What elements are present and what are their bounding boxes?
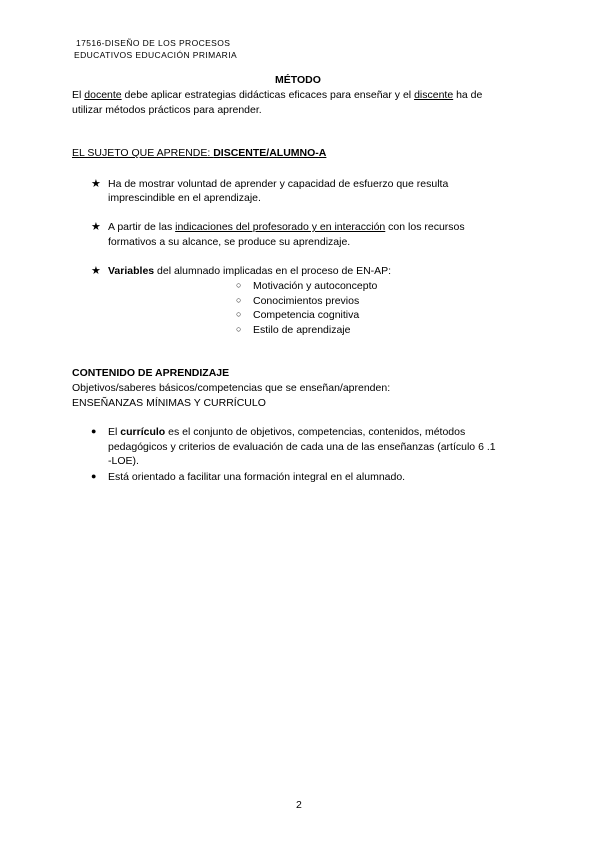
dot-bullet-icon: ● (91, 426, 97, 436)
sujeto-bullet1-line1: Ha de mostrar voluntad de aprender y capacidad de esfuerzo que resulta (108, 178, 449, 190)
bullet2-text-b: con los recursos (385, 221, 465, 233)
sujeto-bullet3 (108, 265, 391, 277)
sujeto-bullet1-line2: imprescindible en el aprendizaje. (108, 192, 261, 204)
sub-item: Estilo de aprendizaje (253, 324, 351, 336)
circle-bullet-icon: ○ (236, 295, 242, 305)
contenido-line1: Objetivos/saberes básicos/competencias que se enseñan/aprenden: (72, 382, 391, 394)
sub-item: Motivación y autoconcepto (253, 280, 378, 292)
metodo-paragraph-line2: utilizar métodos prácticos para aprender. (72, 104, 262, 116)
star-bullet-icon: ★ (91, 221, 101, 233)
metodo-text-c: ha de (453, 89, 483, 101)
variables-term: Variables (108, 265, 155, 277)
metodo-text-b: debe aplicar estrategias didácticas eficaces para enseñar y el (121, 89, 415, 101)
sujeto-heading-prefix: EL SUJETO QUE APRENDE: (72, 147, 214, 159)
discente-term: discente (414, 89, 454, 101)
sujeto-bullet2-line1 (108, 221, 465, 233)
metodo-title: MÉTODO (275, 74, 321, 86)
metodo-paragraph-line1 (72, 89, 482, 101)
contenido-bullet2: Está orientado a facilitar una formación integral en el alumnado. (108, 471, 406, 483)
circle-bullet-icon: ○ (236, 309, 242, 319)
circle-bullet-icon: ○ (236, 280, 242, 290)
contenido-heading: CONTENIDO DE APRENDIZAJE (72, 367, 230, 379)
curriculo-term: currículo (120, 426, 166, 438)
sujeto-heading-bold: DISCENTE/ALUMNO-A (213, 147, 327, 159)
metodo-text-a: El (72, 89, 85, 101)
contenido-line2: ENSEÑANZAS MÍNIMAS Y CURRÍCULO (72, 397, 266, 409)
contenido-bullet1-line2: pedagógicos y criterios de evaluación de cada una de las enseñanzas (artículo 6 .1 (108, 441, 496, 453)
star-bullet-icon: ★ (91, 265, 101, 277)
star-bullet-icon: ★ (91, 178, 101, 190)
bullet2-underlined: indicaciones del profesorado y en interacción (175, 221, 386, 233)
bullet1-text-b: es el conjunto de objetivos, competencias, contenidos, métodos (165, 426, 466, 438)
bullet2-text-a: A partir de las (108, 221, 176, 233)
circle-bullet-icon: ○ (236, 324, 242, 334)
sub-item: Competencia cognitiva (253, 309, 360, 321)
header-course-line2: EDUCATIVOS EDUCACIÓN PRIMARIA (74, 50, 238, 60)
bullet1-text-a: El (108, 426, 121, 438)
contenido-bullet1-line1 (108, 426, 465, 438)
bullet3-rest: del alumnado implicadas en el proceso de EN-AP: (154, 265, 392, 277)
sujeto-heading (72, 147, 326, 159)
sub-item: Conocimientos previos (253, 295, 360, 307)
header-course-line1: 17516-DISEÑO DE LOS PROCESOS (76, 38, 231, 48)
sujeto-bullet2-line2: formativos a su alcance, se produce su aprendizaje. (108, 236, 351, 248)
docente-term: docente (84, 89, 122, 101)
page-number: 2 (296, 799, 302, 811)
dot-bullet-icon: ● (91, 471, 97, 481)
contenido-bullet1-line3: -LOE). (108, 455, 139, 467)
